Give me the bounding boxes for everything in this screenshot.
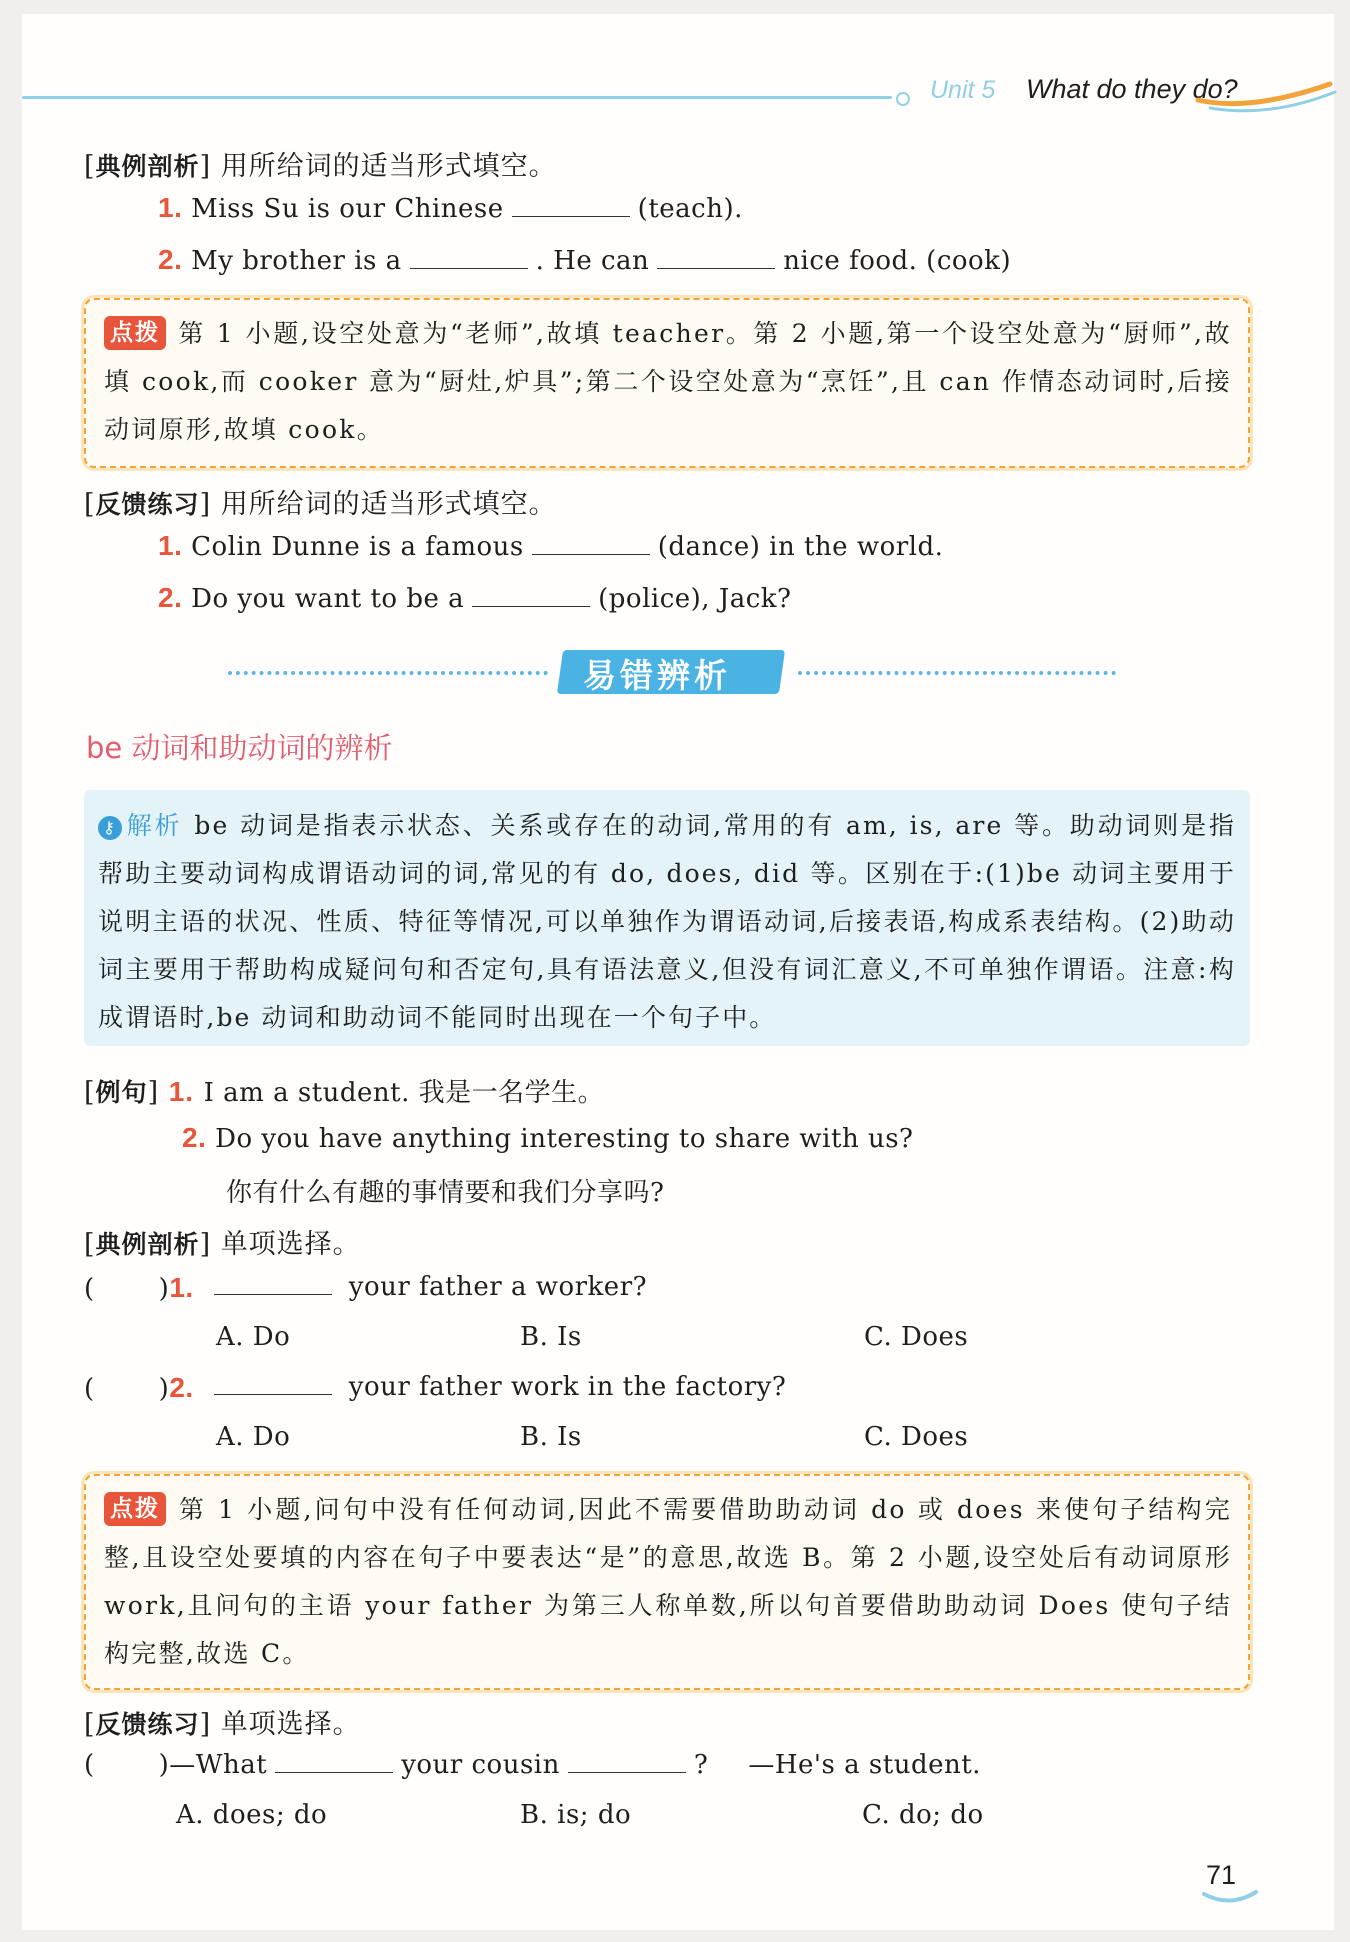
tip-box xyxy=(84,298,1250,468)
analysis-label: 解析 xyxy=(126,811,183,840)
header-dot-icon xyxy=(896,92,910,106)
question-row: ( )2. xyxy=(84,1372,194,1404)
tip-badge: 点拨 xyxy=(104,316,166,350)
tip-text: 第 1 小题,问句中没有任何动词,因此不需要借助助动词 do 或 does 来使句子结构完整,且设空处要填的内容在句子中要表达“是”的意思,故选 B。第 2 小题,设空处后有动词原形 work,且问句的主语 your father 为第三人称单数,所以句首要借助助动词 Does 使句子结构完整,故选 C。 xyxy=(104,1495,1232,1668)
example-translation: 你有什么有趣的事情要和我们分享吗? xyxy=(226,1178,665,1208)
exercise-item: 2. My brother is a . He can nice food. (cook) xyxy=(158,244,1012,276)
header-rule xyxy=(22,96,892,99)
examples-heading: [例句] 1. I am a student. 我是一名学生。 xyxy=(84,1076,605,1108)
answer-blank[interactable] xyxy=(214,1293,332,1295)
key-icon: ⚷ xyxy=(98,816,122,840)
option[interactable]: A. Do xyxy=(216,1422,291,1452)
option[interactable]: B. is; do xyxy=(520,1800,632,1830)
answer-blank[interactable] xyxy=(512,215,630,217)
page-number: 71 xyxy=(1206,1860,1237,1890)
banner-title: 易错辨析 xyxy=(583,656,731,695)
answer-blank[interactable] xyxy=(568,1771,686,1773)
swoosh-icon xyxy=(1190,78,1340,118)
answer-blank[interactable] xyxy=(532,553,650,555)
analysis-box xyxy=(84,790,1250,1046)
topic-title: be 动词和助动词的辨析 xyxy=(86,731,393,765)
question-text: your father work in the factory? xyxy=(214,1372,786,1402)
section-heading: [典例剖析] 单项选择。 xyxy=(84,1229,361,1260)
answer-blank[interactable] xyxy=(410,267,528,269)
question-row: ( )1. xyxy=(84,1272,194,1304)
answer-blank[interactable] xyxy=(472,605,590,607)
analysis-text: be 动词是指表示状态、关系或存在的动词,常用的有 am, is, are 等。助动词则是指帮助主要动词构成谓语动词的词,常见的有 do, does, did 等。区别在于:(1)be 动词主要用于说明主语的状况、性质、特征等情况,可以单独作为谓语动词,后接表语,构成系表结构。(2)助动词主要用于帮助构成疑问句和否定句,具有语法意义,但没有词汇意义,不可单独作谓语。注意:构成谓语时,be 动词和助动词不能同时出现在一个句子中。 xyxy=(98,811,1237,1032)
example-item: 2. Do you have anything interesting to share with us? xyxy=(182,1122,914,1154)
exercise-item: 1. Miss Su is our Chinese (teach). xyxy=(158,192,743,224)
option[interactable]: A. does; do xyxy=(176,1800,328,1830)
exercise-item: 2. Do you want to be a (police), Jack? xyxy=(158,582,792,614)
option[interactable]: B. Is xyxy=(520,1422,582,1452)
option[interactable]: C. Does xyxy=(864,1322,969,1352)
section-heading: [典例剖析] 用所给词的适当形式填空。 xyxy=(84,151,557,182)
question-row: ( )—What your cousin ? —He's a student. xyxy=(84,1750,981,1780)
section-heading: [反馈练习] 单项选择。 xyxy=(84,1709,361,1740)
tip-box xyxy=(84,1474,1250,1690)
exercise-item: 1. Colin Dunne is a famous (dance) in the world. xyxy=(158,530,944,562)
unit-title: What do they do? xyxy=(1026,74,1238,104)
question-text: your father a worker? xyxy=(214,1272,647,1302)
unit-label: Unit 5 xyxy=(930,76,996,104)
answer-blank[interactable] xyxy=(657,267,775,269)
option[interactable]: A. Do xyxy=(216,1322,291,1352)
divider-dots xyxy=(228,671,548,675)
section-heading: [反馈练习] 用所给词的适当形式填空。 xyxy=(84,489,557,520)
option[interactable]: B. Is xyxy=(520,1322,582,1352)
option[interactable]: C. Does xyxy=(864,1422,969,1452)
answer-blank[interactable] xyxy=(214,1393,332,1395)
page-swoosh-icon xyxy=(1200,1888,1260,1908)
answer-blank[interactable] xyxy=(275,1771,393,1773)
tip-badge: 点拨 xyxy=(104,1492,166,1526)
tip-text: 第 1 小题,设空处意为“老师”,故填 teacher。第 2 小题,第一个设空处意为“厨师”,故填 cook,而 cooker 意为“厨灶,炉具”;第二个设空处意为“烹饪”,且 can 作情态动词时,后接动词原形,故填 cook。 xyxy=(104,319,1232,444)
option[interactable]: C. do; do xyxy=(862,1800,984,1830)
divider-dots xyxy=(798,671,1116,675)
